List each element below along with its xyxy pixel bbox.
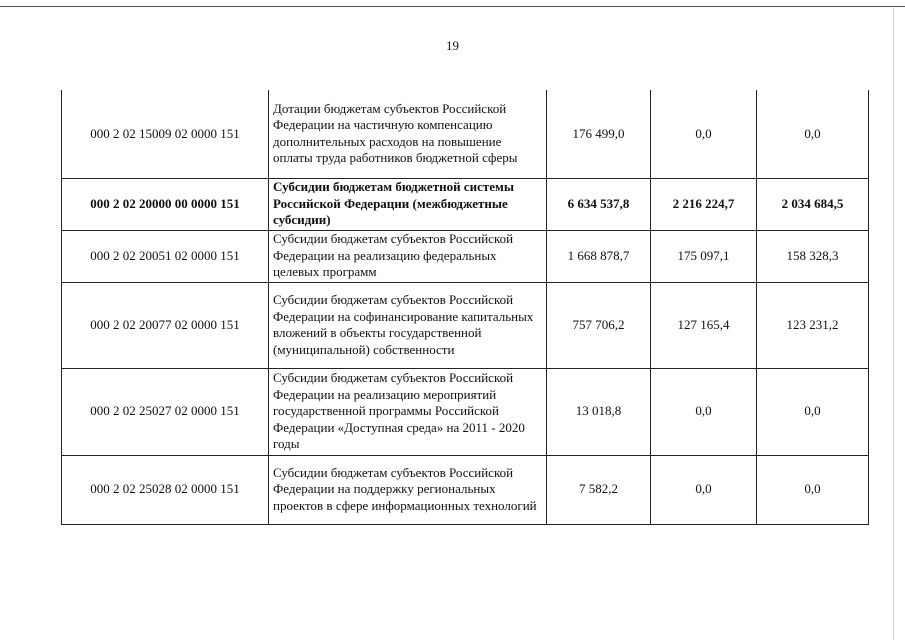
- revenue-name-cell: Субсидии бюджетам субъектов Российской Федерации на софинансирование капитальных вложений в объекты государственной (муниципальной) собственности: [269, 282, 547, 368]
- amount-cell-3: 0,0: [757, 90, 869, 178]
- table-row: [62, 230, 869, 282]
- table-row: [62, 368, 869, 455]
- amount-cell-2: 0,0: [651, 368, 757, 455]
- amount-cell-1: 6 634 537,8: [547, 178, 651, 230]
- amount-cell-3: 2 034 684,5: [757, 178, 869, 230]
- page-number: 19: [446, 38, 459, 53]
- budget-code-cell: 000 2 02 20051 02 0000 151: [62, 230, 269, 282]
- amount-cell-1: 7 582,2: [547, 455, 651, 524]
- table-row: [62, 455, 869, 524]
- budget-code-cell: 000 2 02 25027 02 0000 151: [62, 368, 269, 455]
- amount-cell-2: 2 216 224,7: [651, 178, 757, 230]
- amount-cell-3: 0,0: [757, 368, 869, 455]
- amount-cell-3: 0,0: [757, 455, 869, 524]
- revenue-name-cell: Субсидии бюджетам субъектов Российской Федерации на реализацию федеральных целевых программ: [269, 230, 547, 282]
- amount-cell-3: 158 328,3: [757, 230, 869, 282]
- scan-top-border: [0, 6, 905, 7]
- revenue-name-cell: Дотации бюджетам субъектов Российской Федерации на частичную компенсацию дополнительных расходов на повышение оплаты труда работников бюджетной сферы: [269, 90, 547, 178]
- budget-code-cell: 000 2 02 15009 02 0000 151: [62, 90, 269, 178]
- revenue-name-cell: Субсидии бюджетам субъектов Российской Федерации на реализацию мероприятий государственной программы Российской Федерации «Доступная среда» на 2011 - 2020 годы: [269, 368, 547, 455]
- amount-cell-1: 757 706,2: [547, 282, 651, 368]
- amount-cell-1: 1 668 878,7: [547, 230, 651, 282]
- budget-revenue-table: [61, 90, 869, 525]
- revenue-name-cell: Субсидии бюджетам субъектов Российской Федерации на поддержку региональных проектов в сфере информационных технологий: [269, 455, 547, 524]
- scan-right-edge: [893, 8, 894, 640]
- amount-cell-2: 0,0: [651, 455, 757, 524]
- budget-code-cell: 000 2 02 20000 00 0000 151: [62, 178, 269, 230]
- amount-cell-1: 176 499,0: [547, 90, 651, 178]
- table-row-total: [62, 178, 869, 230]
- budget-code-cell: 000 2 02 20077 02 0000 151: [62, 282, 269, 368]
- table-row: [62, 90, 869, 178]
- amount-cell-3: 123 231,2: [757, 282, 869, 368]
- table-row: [62, 282, 869, 368]
- revenue-name-cell: Субсидии бюджетам бюджетной системы Российской Федерации (межбюджетные субсидии): [269, 178, 547, 230]
- amount-cell-1: 13 018,8: [547, 368, 651, 455]
- amount-cell-2: 127 165,4: [651, 282, 757, 368]
- amount-cell-2: 0,0: [651, 90, 757, 178]
- amount-cell-2: 175 097,1: [651, 230, 757, 282]
- budget-code-cell: 000 2 02 25028 02 0000 151: [62, 455, 269, 524]
